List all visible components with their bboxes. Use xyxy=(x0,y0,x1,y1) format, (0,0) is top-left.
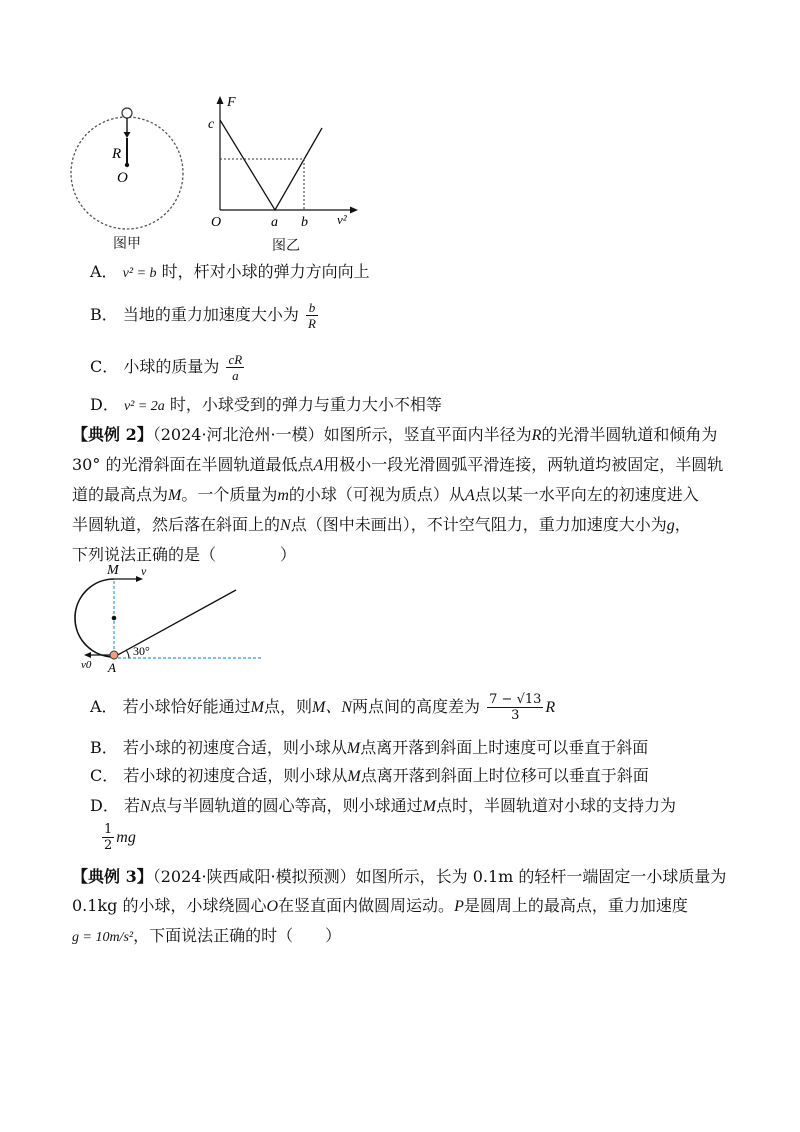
q2-D-num: 1 xyxy=(104,822,113,837)
q1-B-fraction xyxy=(306,300,318,331)
ex3-line1 xyxy=(72,862,732,891)
q1-B-prefix: B． xyxy=(90,305,118,324)
ex2-text: 30° 的光滑斜面在半圆轨道最低点 xyxy=(72,455,314,474)
q2-option-A[interactable] xyxy=(90,692,555,723)
ex3-text: ，下面说法正确的时（ ） xyxy=(133,926,342,945)
ex3-line3 xyxy=(72,921,732,952)
ex2-symbol: A xyxy=(313,457,324,474)
q1-C-fraction xyxy=(226,352,244,383)
q2-D-text: 点与半圆轨道的圆心等高，则小球通过 xyxy=(150,796,423,815)
semicircle-track xyxy=(75,579,114,657)
q1-option-B[interactable] xyxy=(90,300,320,331)
q2-A-fraction xyxy=(487,692,543,723)
figure-track xyxy=(65,560,275,675)
angle-arc xyxy=(126,650,129,658)
label-O: O xyxy=(117,170,128,186)
q1-C-prefix: C． xyxy=(90,357,119,376)
axis-a: a xyxy=(271,215,278,230)
ex2-line3 xyxy=(72,480,732,510)
ex3-text: （2024·陕西咸阳·模拟预测）如图所示，长为 0.1m 的轻杆一端固定一小球质量为 xyxy=(152,867,727,886)
example2-statement xyxy=(72,420,732,569)
q2-D-symbol: mg xyxy=(116,829,136,846)
q2-C-prefix: C． xyxy=(90,766,119,785)
ex3-symbol: P xyxy=(454,898,464,915)
ex2-text: ， xyxy=(674,515,691,534)
axis-v2: v² xyxy=(337,212,347,227)
q2-B-text: 点离开落到斜面上时速度可以垂直于斜面 xyxy=(360,738,649,757)
ex2-text: 用极小一段光滑圆弧平滑连接，两轨道均被固定，半圆轨 xyxy=(323,455,724,474)
label-R: R xyxy=(112,146,122,162)
ball xyxy=(122,108,132,118)
ex2-symbol: g xyxy=(666,517,675,534)
ex2-symbol: M xyxy=(168,487,182,504)
axis-b: b xyxy=(301,215,308,230)
y-arrow xyxy=(217,96,224,104)
q2-C-text: 点离开落到斜面上时位移可以垂直于斜面 xyxy=(360,766,649,785)
ex3-text: 在竖直面内做圆周运动。 xyxy=(278,896,455,915)
q2-A-num: 7 − √13 xyxy=(489,692,542,707)
q2-B-symbol: M xyxy=(346,740,361,757)
q2-option-C[interactable] xyxy=(90,765,649,788)
q2-C-text: 若小球的初速度合适，则小球从 xyxy=(123,766,348,785)
ex2-text: 的小球（可视为质点）从 xyxy=(288,485,465,504)
ex2-text: （2024·河北沧州·一模）如图所示，竖直平面内半径为 xyxy=(152,425,532,444)
q1-C-den: a xyxy=(232,368,239,383)
label-A: A xyxy=(108,660,116,675)
ex2-symbol: m xyxy=(277,487,289,504)
q2-D-symbol: N xyxy=(139,798,151,815)
q2-D-text: 若 xyxy=(123,796,140,815)
ex2-text: 下列说法正确的是（ ） xyxy=(72,545,297,564)
caption-yi: 图乙 xyxy=(272,238,300,254)
q1-option-D[interactable] xyxy=(90,394,442,418)
ex2-text: 的光滑半圆轨道和倾角为 xyxy=(541,425,718,444)
q2-B-text: 若小球的初速度合适，则小球从 xyxy=(122,738,347,757)
ex2-symbol: R xyxy=(531,427,542,444)
label-v0: v0 xyxy=(81,659,92,671)
ex2-text: 点（图中未画出），不计空气阻力，重力加速度大小为 xyxy=(290,515,667,534)
q2-C-symbol: M xyxy=(347,768,361,785)
ex2-symbol: N xyxy=(280,517,291,534)
axis-c: c xyxy=(208,117,215,132)
q2-D-symbol: M xyxy=(422,798,436,815)
q1-B-den: R xyxy=(307,316,316,331)
center-point xyxy=(125,163,129,167)
v0-arrow-head xyxy=(84,652,91,658)
q2-A-text: 若小球恰好能通过 xyxy=(122,697,251,716)
q2-option-D[interactable] xyxy=(90,795,676,818)
ex2-line2 xyxy=(72,450,732,480)
q2-A-text: 点，则 xyxy=(264,697,313,716)
label-angle: 30° xyxy=(133,644,150,658)
ex3-text: 0.1kg 的小球，小球绕圆心 xyxy=(72,896,267,915)
arrow-head xyxy=(124,132,131,138)
q1-D-expr: v² = 2a xyxy=(123,399,165,414)
figure-yi xyxy=(205,92,365,242)
ball-at-A xyxy=(110,651,118,659)
q1-A-prefix: A． xyxy=(90,262,118,281)
q1-A-expr: v² = b xyxy=(122,266,157,281)
q2-A-text: 两点间的高度差为 xyxy=(352,697,481,716)
ex2-text: 点以某一水平向左的初速度进入 xyxy=(474,485,699,504)
f-curve xyxy=(220,120,322,210)
q2-A-symbol: M、N xyxy=(312,699,353,716)
ex3-symbol: O xyxy=(266,898,279,915)
ex3-text: 是圆周上的最高点，重力加速度 xyxy=(463,896,688,915)
q2-D-fraction-line xyxy=(100,822,136,853)
q1-D-prefix: D． xyxy=(90,395,119,414)
q1-option-A[interactable] xyxy=(90,261,370,285)
q2-B-prefix: B． xyxy=(90,738,118,757)
q1-D-text: 时，小球受到的弹力与重力大小不相等 xyxy=(169,395,442,414)
figure-jia xyxy=(60,95,200,255)
q2-D-den: 2 xyxy=(104,838,113,853)
axis-F: F xyxy=(227,95,236,110)
q2-D-prefix: D． xyxy=(90,796,119,815)
label-M: M xyxy=(107,563,119,578)
x-arrow xyxy=(350,207,358,214)
ex3-line2 xyxy=(72,891,732,921)
track-center xyxy=(112,616,117,621)
q1-A-text: 时，杆对小球的弹力方向向上 xyxy=(161,262,370,281)
label-v: v xyxy=(141,564,147,578)
q1-C-num: cR xyxy=(228,352,243,367)
ex2-text: 道的最高点为 xyxy=(72,485,169,504)
q1-B-num: b xyxy=(306,300,318,316)
q1-B-text: 当地的重力加速度大小为 xyxy=(122,305,299,324)
axis-O: O xyxy=(211,215,222,230)
ex3-heading: 【典例 3】 xyxy=(72,867,153,886)
q2-A-symbol: M xyxy=(250,699,264,716)
q2-A-symbol: R xyxy=(545,699,556,716)
ex2-line4 xyxy=(72,510,732,540)
caption-jia: 图甲 xyxy=(113,236,141,252)
ex2-text: 半圆轨道，然后落在斜面上的 xyxy=(72,515,281,534)
ex2-heading: 【典例 2】 xyxy=(72,425,153,444)
q2-option-B[interactable] xyxy=(90,737,648,760)
q2-D-text: 点时，半圆轨道对小球的支持力为 xyxy=(435,796,676,815)
q2-D-fraction xyxy=(102,822,114,853)
example3-statement xyxy=(72,862,732,952)
ex2-line1 xyxy=(72,420,732,450)
q2-A-den: 3 xyxy=(511,708,520,723)
q2-A-prefix: A． xyxy=(90,697,118,716)
ex2-symbol: A xyxy=(464,487,475,504)
q1-option-C[interactable] xyxy=(90,352,246,383)
ex3-g-expr: g = 10m/s² xyxy=(72,930,134,945)
ex2-text: 。一个质量为 xyxy=(181,485,278,504)
q1-C-text: 小球的质量为 xyxy=(123,357,220,376)
